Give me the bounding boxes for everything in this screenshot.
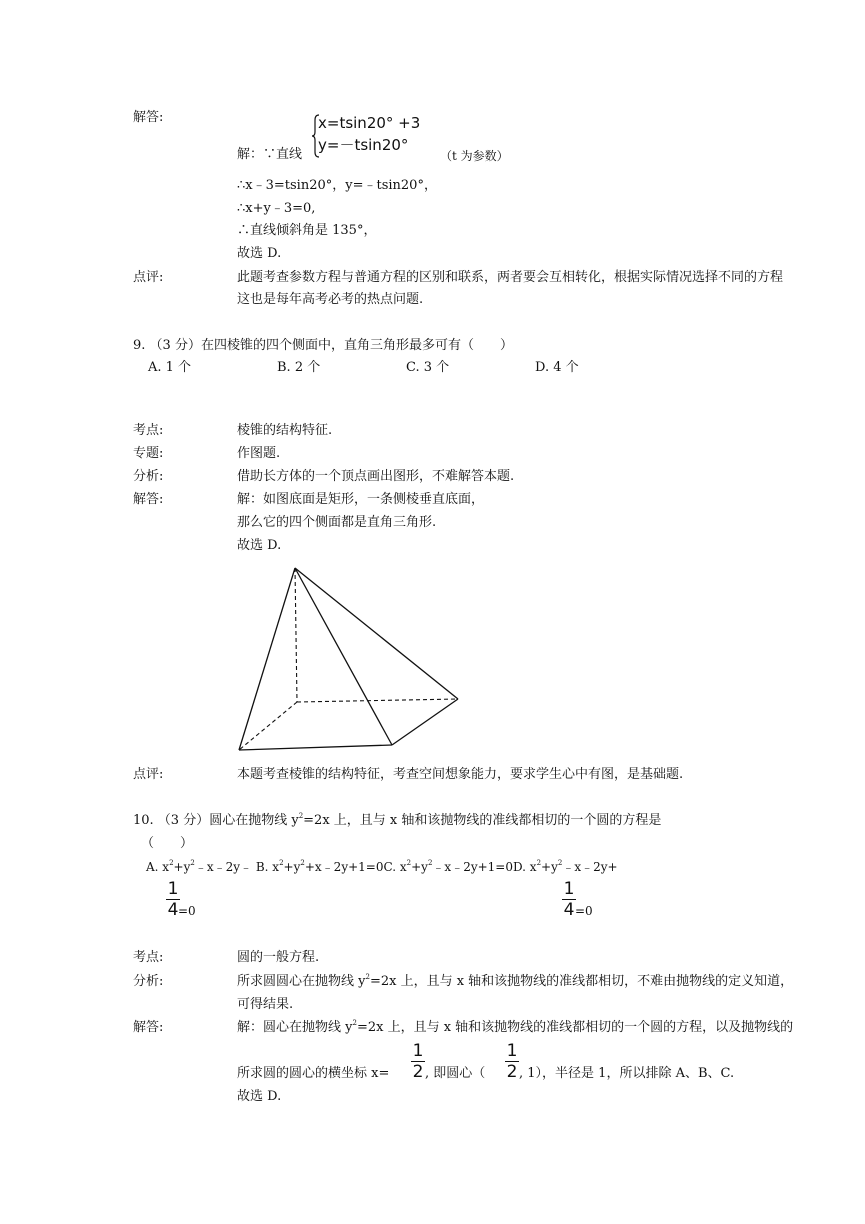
fraction-quarter: 1 4 bbox=[563, 879, 575, 920]
option-d: D. 4 个 bbox=[535, 360, 579, 375]
kaodian-label: 考点: bbox=[133, 423, 164, 438]
analysis-text: 借助长方体的一个顶点画出图形，不难解答本题. bbox=[237, 469, 515, 484]
solution-line: ∴x﹣3=tsin20°，y=﹣tsin20°， bbox=[237, 178, 437, 193]
analysis-text: 所求圆圆心在抛物线 $y^2=2x$ 上，且与 x 轴和该抛物线的准线都相切，不难由抛物线的定义知道， bbox=[237, 973, 794, 989]
solution-line: ∴x+y﹣3=0, bbox=[237, 201, 316, 216]
kaodian-text: 圆的一般方程. bbox=[237, 950, 320, 965]
pyramid-solid-edges bbox=[239, 568, 458, 750]
answer-label: 解答: bbox=[133, 110, 164, 125]
equals-zero: =0 bbox=[178, 904, 196, 918]
solution-line: 解：如图底面是矩形，一条侧棱垂直底面， bbox=[237, 492, 485, 507]
analysis-label: 分析: bbox=[133, 974, 164, 989]
comment-text: 此题考查参数方程与普通方程的区别和联系，两者要会互相转化，根据实际情况选择不同的方程 bbox=[237, 270, 784, 285]
option-b: B. 2 个 bbox=[277, 360, 321, 375]
fraction-half: 1 2 bbox=[506, 1041, 518, 1082]
pyramid-figure bbox=[230, 560, 470, 760]
pyramid-hidden-edges bbox=[239, 568, 458, 750]
parameter-note: （t 为参数） bbox=[440, 149, 509, 163]
comment-text: 这也是每年高考必考的热点问题. bbox=[237, 292, 424, 307]
equation-x: x=tsin20° +3 bbox=[318, 114, 421, 132]
solution-line: 故选 D. bbox=[237, 1089, 282, 1104]
question-stem: 10. （3 分）圆心在抛物线 $y^2=2x$ 上，且与 x 轴和该抛物线的准线都相切的一个圆的方程是 bbox=[133, 812, 662, 828]
answer-label: 解答: bbox=[133, 1020, 164, 1035]
equals-zero: =0 bbox=[575, 904, 593, 918]
option-a: A. 1 个 bbox=[148, 360, 192, 375]
zhuanti-label: 专题: bbox=[133, 446, 164, 461]
parametric-system bbox=[318, 112, 420, 156]
option-c: C. 3 个 bbox=[406, 360, 450, 375]
solution-line: , 1），半径是 1，所以排除 A、B、C. bbox=[519, 1066, 735, 1081]
solution-prefix: 解：∵直线 bbox=[237, 147, 303, 162]
solution-line: 所求圆的圆心的横坐标 x= bbox=[237, 1066, 390, 1081]
fraction-quarter: 1 4 bbox=[167, 879, 179, 920]
solution-line: 故选 D. bbox=[237, 538, 282, 553]
options-row bbox=[146, 858, 618, 876]
zhuanti-text: 作图题. bbox=[237, 446, 281, 461]
equation-y: y=－tsin20° bbox=[318, 136, 409, 154]
solution-line: 故选 D. bbox=[237, 246, 282, 261]
option-d: D. $x^2+y^2﹣x﹣2y+$ bbox=[512, 859, 618, 874]
analysis-text: 可得结果. bbox=[237, 997, 294, 1012]
fraction-half: 1 2 bbox=[412, 1041, 424, 1082]
question-stem: 9. （3 分）在四棱锥的四个侧面中，直角三角形最多可有（ ） bbox=[133, 338, 513, 353]
comment-text: 本题考查棱锥的结构特征，考查空间想象能力，要求学生心中有图，是基础题. bbox=[237, 767, 684, 782]
option-b: B. $x^2+y^2+x﹣2y+1=0$ bbox=[255, 859, 384, 874]
comment-label: 点评: bbox=[133, 767, 164, 782]
analysis-label: 分析: bbox=[133, 469, 164, 484]
kaodian-label: 考点: bbox=[133, 950, 164, 965]
option-c: C. $x^2+y^2﹣x﹣2y+1=0$ bbox=[383, 859, 513, 874]
kaodian-text: 棱锥的结构特征. bbox=[237, 423, 333, 438]
answer-label: 解答: bbox=[133, 492, 164, 507]
solution-line: 解：圆心在抛物线 $y^2=2x$ 上，且与 x 轴和该抛物线的准线都相切的一个圆的方程，以及抛物线的 bbox=[237, 1019, 794, 1035]
solution-line: ∴直线倾斜角是 135°， bbox=[237, 223, 377, 238]
answer-parentheses: （ ） bbox=[141, 836, 194, 851]
option-a: A. $x^2+y^2﹣x﹣2y﹣$ bbox=[146, 859, 253, 874]
solution-line: , 即圆心（ bbox=[425, 1066, 486, 1081]
solution-line: 那么它的四个侧面都是直角三角形. bbox=[237, 515, 437, 530]
comment-label: 点评: bbox=[133, 270, 164, 285]
